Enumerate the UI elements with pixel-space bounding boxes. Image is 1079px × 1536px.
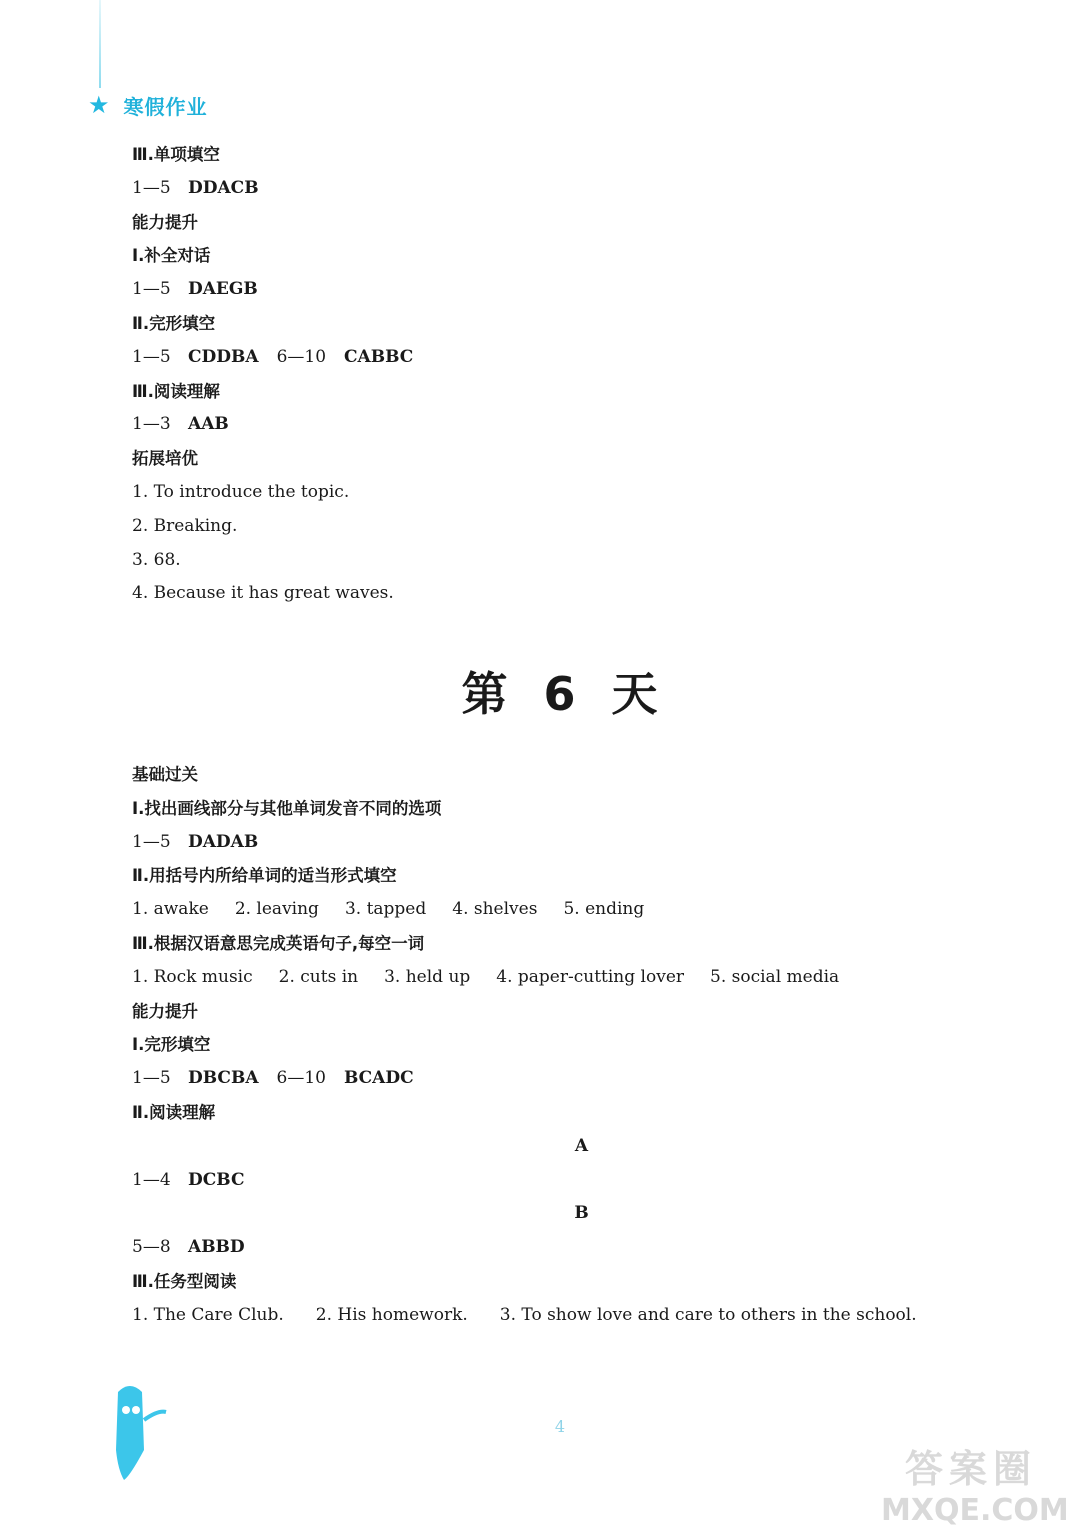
answer-key: CABBC xyxy=(344,346,414,367)
answer-item: 5. social media xyxy=(710,966,840,987)
answer-list xyxy=(132,961,1019,995)
section-heading: Ⅰ.找出画线部分与其他单词发音不同的选项 xyxy=(132,798,442,818)
answer-item: 3. held up xyxy=(384,966,471,987)
question-range: 6—10 xyxy=(276,346,327,367)
section-heading: Ⅲ.根据汉语意思完成英语句子,每空一词 xyxy=(132,933,425,953)
answer-row xyxy=(132,1164,1019,1198)
section-heading: Ⅲ.阅读理解 xyxy=(132,381,220,401)
section-heading: Ⅱ.完形填空 xyxy=(132,313,216,333)
day-title: 第 6 天 xyxy=(461,667,668,721)
pencil-mascot-icon xyxy=(100,1380,170,1480)
header-decor-line xyxy=(99,0,101,88)
answer-item: 4. shelves xyxy=(452,899,538,920)
section-heading: Ⅱ.阅读理解 xyxy=(132,1102,216,1122)
answer-key: DAEGB xyxy=(188,279,258,300)
answer-item: 1. The Care Club. xyxy=(132,1304,284,1325)
answer-item: 2. His homework. xyxy=(315,1304,468,1325)
section-heading: Ⅲ.单项填空 xyxy=(132,145,220,164)
section-heading: Ⅱ.用括号内所给单词的适当形式填空 xyxy=(132,866,397,886)
question-range: 6—10 xyxy=(276,1068,326,1089)
answer-key: DDACB xyxy=(188,177,259,198)
header-title: 寒假作业 xyxy=(123,94,208,119)
answer-row xyxy=(132,172,1019,206)
passage-label: A xyxy=(574,1135,589,1156)
section-heading: Ⅲ.任务型阅读 xyxy=(132,1271,237,1291)
watermark-bottom: MXQE.COM xyxy=(881,1493,1069,1528)
answer-text: 1. To introduce the topic. xyxy=(132,481,350,502)
passage-label: B xyxy=(574,1203,589,1224)
question-range: 5—8 xyxy=(132,1237,171,1258)
answer-item: 5. ending xyxy=(563,899,645,920)
question-range: 1—5 xyxy=(132,177,171,198)
answer-key: AAB xyxy=(188,414,229,435)
answer-row xyxy=(132,408,1019,442)
answer-item: 2. leaving xyxy=(234,899,319,920)
answer-text: 2. Breaking. xyxy=(132,515,238,536)
question-range: 1—3 xyxy=(132,414,171,435)
answer-key: BCADC xyxy=(343,1068,414,1089)
section-heading: 能力提升 xyxy=(132,1001,198,1021)
answer-row xyxy=(132,826,1019,860)
answer-key: DBCBA xyxy=(188,1068,259,1089)
watermark-logo xyxy=(881,1430,1069,1530)
answer-list xyxy=(132,893,1019,927)
page-header xyxy=(88,90,208,120)
section-heading: Ⅰ.补全对话 xyxy=(132,246,211,266)
answer-key: DADAB xyxy=(188,831,259,852)
answer-row xyxy=(132,273,1019,307)
answer-row xyxy=(132,341,1019,375)
page-number xyxy=(520,1402,600,1452)
question-range: 1—5 xyxy=(132,1068,171,1089)
answer-key: DCBC xyxy=(188,1169,245,1190)
answer-text: 3. 68. xyxy=(132,549,181,570)
answer-key: CDDBA xyxy=(188,346,259,367)
question-range: 1—5 xyxy=(132,831,171,852)
answer-item: 4. paper-cutting lover xyxy=(496,966,685,987)
answer-section-day6 xyxy=(132,758,1019,1333)
answer-item: 1. awake xyxy=(132,899,209,920)
section-heading: 能力提升 xyxy=(132,212,198,232)
answer-row xyxy=(132,1062,1019,1096)
answer-item: 3. To show love and care to others in the school. xyxy=(499,1304,917,1325)
answer-row xyxy=(132,1231,1019,1265)
question-range: 1—5 xyxy=(132,279,171,300)
section-heading: 拓展培优 xyxy=(132,449,198,469)
answer-section-day5 xyxy=(132,138,1019,611)
watermark-top: 答案圈 xyxy=(904,1447,1037,1491)
question-range: 1—4 xyxy=(132,1169,171,1190)
star-icon: ★ xyxy=(88,91,110,119)
answer-item: 3. tapped xyxy=(344,899,427,920)
answer-item: 1. Rock music xyxy=(132,966,253,987)
section-heading: 基础过关 xyxy=(132,765,198,784)
answer-item: 2. cuts in xyxy=(278,966,359,987)
question-range: 1—5 xyxy=(132,346,171,367)
answer-list xyxy=(132,1299,1019,1333)
page-number-text: 4 xyxy=(554,1417,566,1436)
answer-text: 4. Because it has great waves. xyxy=(132,583,394,604)
answer-key: ABBD xyxy=(188,1237,245,1258)
section-heading: Ⅰ.完形填空 xyxy=(132,1035,211,1055)
